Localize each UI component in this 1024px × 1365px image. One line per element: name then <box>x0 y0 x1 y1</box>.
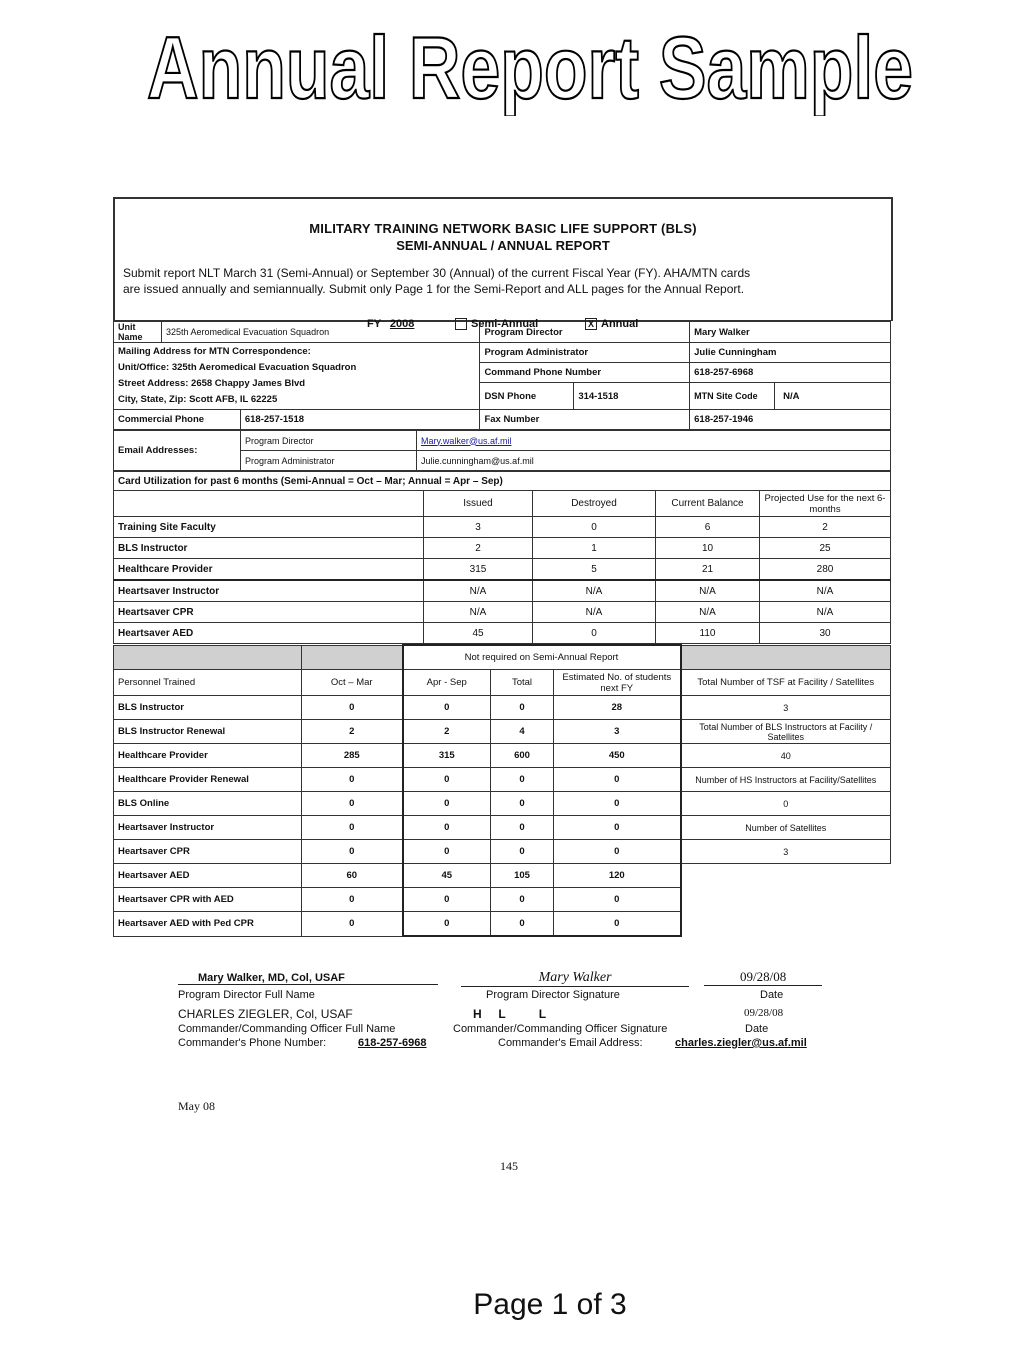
personnel-row <box>114 912 891 937</box>
mtn-site-value: N/A <box>783 390 800 402</box>
card-util-cell: 0 <box>533 623 656 644</box>
card-util-cell: 2 <box>424 538 533 559</box>
personnel-row-label: Healthcare Provider Renewal <box>114 768 302 792</box>
card-util-cell: 280 <box>760 559 891 581</box>
personnel-cell: 315 <box>403 744 491 768</box>
semi-annual-checkbox[interactable] <box>455 318 467 330</box>
fax-value: 618-257-1946 <box>690 410 891 430</box>
personnel-cell: 0 <box>302 816 403 840</box>
personnel-cell: 0 <box>491 816 554 840</box>
personnel-row <box>114 744 891 768</box>
page-title <box>0 6 1024 116</box>
personnel-cell: 60 <box>302 864 403 888</box>
card-util-blank-header <box>114 491 424 517</box>
card-util-cell: N/A <box>424 580 533 602</box>
card-util-row-label: Heartsaver Instructor <box>114 580 424 602</box>
card-util-row <box>114 580 891 602</box>
card-util-cell: 25 <box>760 538 891 559</box>
fy-label: FY <box>367 318 381 330</box>
card-util-cell: N/A <box>656 580 760 602</box>
email-pd-link[interactable]: Mary.walker@us.af.mil <box>417 431 891 451</box>
personnel-cell: 0 <box>403 696 491 720</box>
personnel-cell: 120 <box>554 864 681 888</box>
annual-checkbox[interactable]: X <box>585 318 597 330</box>
personnel-row <box>114 792 891 816</box>
personnel-row-label: Heartsaver AED with Ped CPR <box>114 912 302 937</box>
personnel-gray-cell <box>302 645 403 670</box>
unit-name-label: Unit Name <box>114 322 162 343</box>
personnel-cell: 0 <box>491 696 554 720</box>
card-util-header: Projected Use for the next 6-months <box>760 491 891 517</box>
card-util-cell: N/A <box>424 602 533 623</box>
personnel-cell: 0 <box>403 912 491 937</box>
personnel-side-cell: 3 <box>681 696 891 720</box>
personnel-side-cell: 0 <box>681 792 891 816</box>
card-util-cell: 45 <box>424 623 533 644</box>
program-director-label: Program Director <box>480 322 690 343</box>
personnel-side-cell: Number of Satellites <box>681 816 891 840</box>
personnel-row <box>114 720 891 744</box>
report-title-line1: MILITARY TRAINING NETWORK BASIC LIFE SUPPORT (BLS) <box>309 221 697 236</box>
personnel-cell: 45 <box>403 864 491 888</box>
personnel-cell: 600 <box>491 744 554 768</box>
personnel-row-label: Heartsaver CPR <box>114 840 302 864</box>
personnel-cell: 2 <box>403 720 491 744</box>
card-util-cell: N/A <box>533 580 656 602</box>
personnel-cell: 0 <box>491 840 554 864</box>
street-address: Street Address: 2658 Chappy James Blvd <box>118 378 306 389</box>
personnel-cell: 285 <box>302 744 403 768</box>
personnel-cell: 0 <box>554 912 681 937</box>
commercial-phone-value: 618-257-1518 <box>240 410 480 430</box>
personnel-cell: 0 <box>403 816 491 840</box>
card-util-cell: 5 <box>533 559 656 581</box>
pd-signature-row <box>178 969 822 987</box>
pd-name-caption: Program Director Full Name <box>178 989 315 1001</box>
card-util-rows <box>114 517 891 644</box>
card-util-row-label: Heartsaver AED <box>114 623 424 644</box>
cc-full-name: CHARLES ZIEGLER, Col, USAF <box>178 1007 353 1021</box>
fy-field <box>367 318 414 330</box>
email-pa-value: Julie.cunningham@us.af.mil <box>417 451 891 471</box>
personnel-row <box>114 840 891 864</box>
card-util-row-label: Training Site Faculty <box>114 517 424 538</box>
personnel-trained-table <box>113 644 891 937</box>
personnel-side-cell: Total Number of BLS Instructors at Facility / Satellites <box>681 720 891 744</box>
personnel-header: Estimated No. of students next FY <box>554 670 681 696</box>
card-util-cell: 6 <box>656 517 760 538</box>
cc-signature-initials: H L L <box>473 1007 547 1021</box>
card-util-row <box>114 559 891 581</box>
personnel-gray-cell <box>114 645 302 670</box>
personnel-side-cell <box>681 912 891 937</box>
card-util-cell: 2 <box>760 517 891 538</box>
personnel-cell: 0 <box>491 768 554 792</box>
personnel-cell: 4 <box>491 720 554 744</box>
card-utilization-table <box>113 471 891 644</box>
fy-value: 2008 <box>389 318 415 330</box>
personnel-cell: 0 <box>302 696 403 720</box>
personnel-row <box>114 696 891 720</box>
card-util-cell: 315 <box>424 559 533 581</box>
personnel-row-label: BLS Online <box>114 792 302 816</box>
cc-date: 09/28/08 <box>744 1007 784 1019</box>
report-instructions <box>123 265 883 297</box>
card-util-cell: N/A <box>656 602 760 623</box>
personnel-cell: 450 <box>554 744 681 768</box>
annual-option[interactable] <box>585 318 638 330</box>
personnel-cell: 2 <box>302 720 403 744</box>
personnel-side-cell: 3 <box>681 840 891 864</box>
personnel-header: Personnel Trained <box>114 670 302 696</box>
card-util-cell: 3 <box>424 517 533 538</box>
pd-date-caption: Date <box>760 989 784 1001</box>
personnel-gray-cell <box>681 645 891 670</box>
personnel-header: Oct – Mar <box>302 670 403 696</box>
personnel-cell: 0 <box>491 792 554 816</box>
revision-date: May 08 <box>178 1099 215 1113</box>
card-util-row <box>114 602 891 623</box>
personnel-header: Total <box>491 670 554 696</box>
personnel-rows <box>114 696 891 937</box>
personnel-cell: 0 <box>403 768 491 792</box>
report-document <box>113 197 893 937</box>
email-label: Email Addresses: <box>114 431 241 471</box>
cc-date-caption: Date <box>745 1023 769 1035</box>
unit-name-value: 325th Aeromedical Evacuation Squadron <box>161 322 479 343</box>
card-util-header: Current Balance <box>656 491 760 517</box>
mtn-site-label: MTN Site Code <box>690 383 775 409</box>
personnel-cell: 0 <box>302 912 403 937</box>
document-page-number: 145 <box>500 1159 518 1173</box>
personnel-row-label: Heartsaver Instructor <box>114 816 302 840</box>
card-util-header: Issued <box>424 491 533 517</box>
dsn-label: DSN Phone <box>480 383 574 410</box>
email-pa-label: Program Administrator <box>241 451 417 471</box>
card-util-cell: 1 <box>533 538 656 559</box>
pd-date: 09/28/08 <box>704 969 822 986</box>
personnel-cell: 28 <box>554 696 681 720</box>
program-admin-value: Julie Cunningham <box>690 343 891 363</box>
personnel-cell: 0 <box>302 888 403 912</box>
semi-annual-label: Semi-Annual <box>471 318 539 330</box>
card-util-cell: N/A <box>760 580 891 602</box>
commercial-phone-label: Commercial Phone <box>114 410 241 430</box>
pd-sig-caption: Program Director Signature <box>486 989 620 1001</box>
personnel-side-cell <box>681 864 891 888</box>
city-state-zip: City, State, Zip: Scott AFB, IL 62225 <box>118 394 278 405</box>
personnel-cell: 0 <box>491 912 554 937</box>
card-util-row-label: Healthcare Provider <box>114 559 424 581</box>
personnel-row-label: BLS Instructor <box>114 696 302 720</box>
personnel-cell: 0 <box>554 888 681 912</box>
program-director-value: Mary Walker <box>690 322 891 343</box>
page-indicator: Page 1 of 3 <box>473 1288 627 1321</box>
mtn-site-cell <box>690 383 891 410</box>
personnel-header: Total Number of TSF at Facility / Satellites <box>681 670 891 696</box>
dsn-value: 314-1518 <box>574 383 690 410</box>
mailing-label: Mailing Address for MTN Correspondence: <box>118 346 311 357</box>
cc-email-label: Commander's Email Address: <box>498 1037 643 1049</box>
personnel-row-label: BLS Instructor Renewal <box>114 720 302 744</box>
personnel-cell: 0 <box>302 840 403 864</box>
instruction-line1: Submit report NLT March 31 (Semi-Annual) or September 30 (Annual) of the current Fiscal Year (FY). AHA/MTN cards <box>123 266 751 280</box>
report-header <box>113 197 893 330</box>
mailing-address <box>114 343 480 410</box>
personnel-row-label: Healthcare Provider <box>114 744 302 768</box>
personnel-cell: 3 <box>554 720 681 744</box>
card-util-row-label: Heartsaver CPR <box>114 602 424 623</box>
card-util-cell: 110 <box>656 623 760 644</box>
personnel-cell: 0 <box>554 816 681 840</box>
page-title-text: Annual Report Sample <box>147 18 913 116</box>
card-util-row <box>114 538 891 559</box>
card-util-row-label: BLS Instructor <box>114 538 424 559</box>
card-util-cell: N/A <box>533 602 656 623</box>
personnel-cell: 0 <box>403 840 491 864</box>
personnel-row <box>114 864 891 888</box>
card-util-cell: 21 <box>656 559 760 581</box>
card-util-caption: Card Utilization for past 6 months (Semi-Annual = Oct – Mar; Annual = Apr – Sep) <box>114 472 891 491</box>
report-title-line2: SEMI-ANNUAL / ANNUAL REPORT <box>396 238 610 253</box>
card-util-cell: 10 <box>656 538 760 559</box>
program-admin-label: Program Administrator <box>480 343 690 363</box>
card-util-header: Destroyed <box>533 491 656 517</box>
personnel-cell: 0 <box>403 888 491 912</box>
cc-email-value[interactable]: charles.ziegler@us.af.mil <box>675 1037 807 1049</box>
personnel-row-label: Heartsaver CPR with AED <box>114 888 302 912</box>
card-util-cell: N/A <box>760 602 891 623</box>
not-required-banner: Not required on Semi-Annual Report <box>403 645 681 670</box>
pd-signature: Mary Walker <box>461 970 689 987</box>
personnel-cell: 0 <box>554 768 681 792</box>
cc-name-caption: Commander/Commanding Officer Full Name <box>178 1023 396 1035</box>
personnel-side-cell: 40 <box>681 744 891 768</box>
instruction-line2: are issued annually and semiannually. Submit only Page 1 for the Semi-Report and ALL pages for the Annual Report. <box>123 282 745 296</box>
card-util-cell: 30 <box>760 623 891 644</box>
email-table <box>113 430 891 471</box>
personnel-row <box>114 816 891 840</box>
personnel-cell: 0 <box>302 792 403 816</box>
cc-sig-caption: Commander/Commanding Officer Signature <box>453 1023 668 1035</box>
command-phone-label: Command Phone Number <box>480 363 690 383</box>
cc-phone-value: 618-257-6968 <box>358 1037 427 1049</box>
personnel-header: Apr - Sep <box>403 670 491 696</box>
personnel-cell: 0 <box>491 888 554 912</box>
fax-label: Fax Number <box>480 410 690 430</box>
personnel-row <box>114 888 891 912</box>
personnel-side-cell: Number of HS Instructors at Facility/Satellites <box>681 768 891 792</box>
command-phone-value: 618-257-6968 <box>690 363 891 383</box>
email-pd-label: Program Director <box>241 431 417 451</box>
pd-full-name: Mary Walker, MD, Col, USAF <box>178 972 438 985</box>
personnel-cell: 105 <box>491 864 554 888</box>
card-util-cell: 0 <box>533 517 656 538</box>
personnel-cell: 0 <box>403 792 491 816</box>
semi-annual-option[interactable] <box>455 318 538 330</box>
annual-label: Annual <box>601 318 639 330</box>
card-util-row <box>114 623 891 644</box>
personnel-row <box>114 768 891 792</box>
personnel-cell: 0 <box>554 792 681 816</box>
unit-office: Unit/Office: 325th Aeromedical Evacuation Squadron <box>118 362 357 373</box>
personnel-cell: 0 <box>554 840 681 864</box>
contact-info-table <box>113 321 891 430</box>
cc-phone-label: Commander's Phone Number: <box>178 1037 327 1049</box>
personnel-cell: 0 <box>302 768 403 792</box>
card-util-row <box>114 517 891 538</box>
personnel-row-label: Heartsaver AED <box>114 864 302 888</box>
personnel-side-cell <box>681 888 891 912</box>
